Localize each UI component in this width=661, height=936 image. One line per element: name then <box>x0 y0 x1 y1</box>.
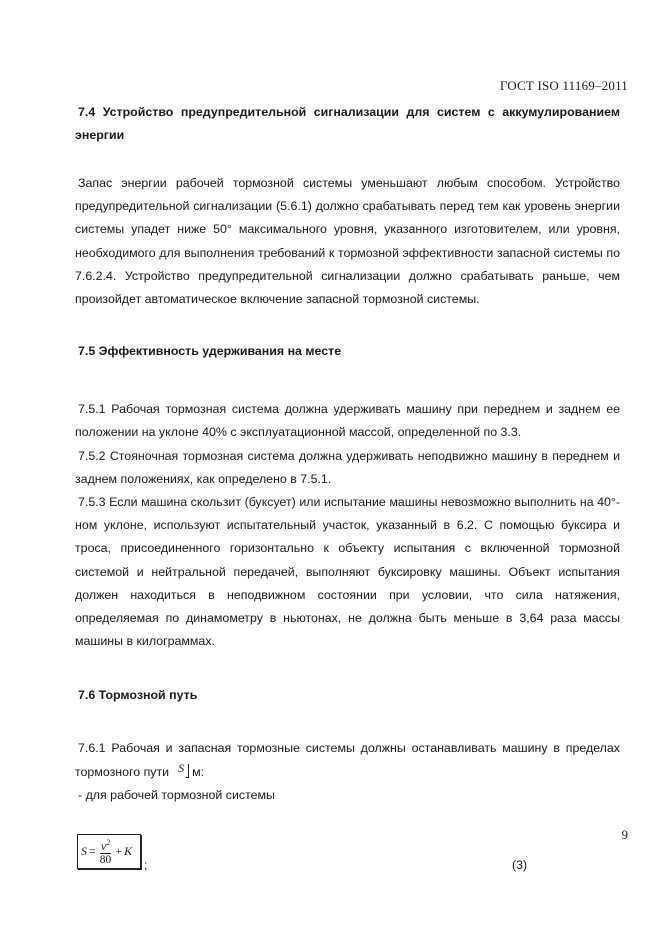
formula-numerator <box>100 836 111 855</box>
section-7-6-1-text-start: 7.6.1 Рабочая и запасная тормозные системы должны останавливать машину в пределах тормозного пути <box>75 741 620 779</box>
variable-frame-mark <box>186 764 189 778</box>
formula-semicolon: ; <box>144 858 148 873</box>
formula-number: (3) <box>512 858 528 873</box>
section-7-5-1-paragraph: 7.5.1 Рабочая тормозная система должна удерживать машину при переднем и заднем ее положении на уклоне 40% с эксплуатационной массой, определенной по 3.3. <box>75 402 620 440</box>
formula-row <box>75 834 620 884</box>
formula-fraction <box>100 836 112 868</box>
section-7-6-1-text-end: м: <box>192 764 205 779</box>
section-7-6-1-paragraph <box>75 737 620 783</box>
formula-lhs: S <box>81 844 87 859</box>
braking-distance-formula <box>77 834 141 869</box>
formula-denominator: 80 <box>99 854 112 867</box>
formula-equals: = <box>89 844 96 859</box>
section-7-6-title: 7.6 Тормозной путь <box>78 688 198 703</box>
formula-velocity: v <box>100 840 107 853</box>
formula-plus: + <box>115 844 123 859</box>
page-number: 9 <box>621 827 628 842</box>
list-item-service-brake: - для рабочей тормозной системы <box>78 787 275 802</box>
formula-exponent: 2 <box>106 837 111 847</box>
section-7-4-paragraph: Запас энергии рабочей тормозной системы уменьшают любым способом. Устройство предупредительной сигнализации (5.6.1) должно срабатывать перед тем как уровень энергии системы упадет ниже 50° максимального уровня, указанного изготовителем, или уровня, необходимого для выполнения требований к тормозной эффективности запасной системы по 7.6.2.4. Устройство предупредительной сигнализации должно срабатывать раньше, чем произойдет автоматическое включение запасной тормозной системы. <box>75 176 620 307</box>
section-7-5-2-paragraph: 7.5.2 Стояночная тормозная система должна удерживать неподвижно машину в переднем и заднем положениях, как определено в 7.5.1. <box>75 448 620 486</box>
section-7-4-title: 7.4 Устройство предупредительной сигнализации для систем с аккумулированием энергии <box>75 105 620 142</box>
document-standard-code: ГОСТ ISO 11169–2011 <box>499 78 628 93</box>
braking-distance-variable: S <box>178 760 185 775</box>
formula-constant: K <box>124 844 133 859</box>
page-content <box>75 101 620 884</box>
section-7-5-title: 7.5 Эффективность удерживания на месте <box>78 344 342 359</box>
section-7-5-3-paragraph: 7.5.3 Если машина скользит (буксует) или испытание машины невозможно выполнить на 40°-ном уклоне, используют испытательный участок, указанный в 6.2. С помощью буксира и троса, присоединенного горизонтально к объекту испытания с включенной тормозной системой и нейтральной передачей, выполняют буксировку машины. Объект испытания должен находиться в неподвижном состоянии при условии, что сила натяжения, определяемая по динамометру в ньютонах, не должна быть меньше в 3,64 раза массы машины в килограммах. <box>75 495 620 649</box>
